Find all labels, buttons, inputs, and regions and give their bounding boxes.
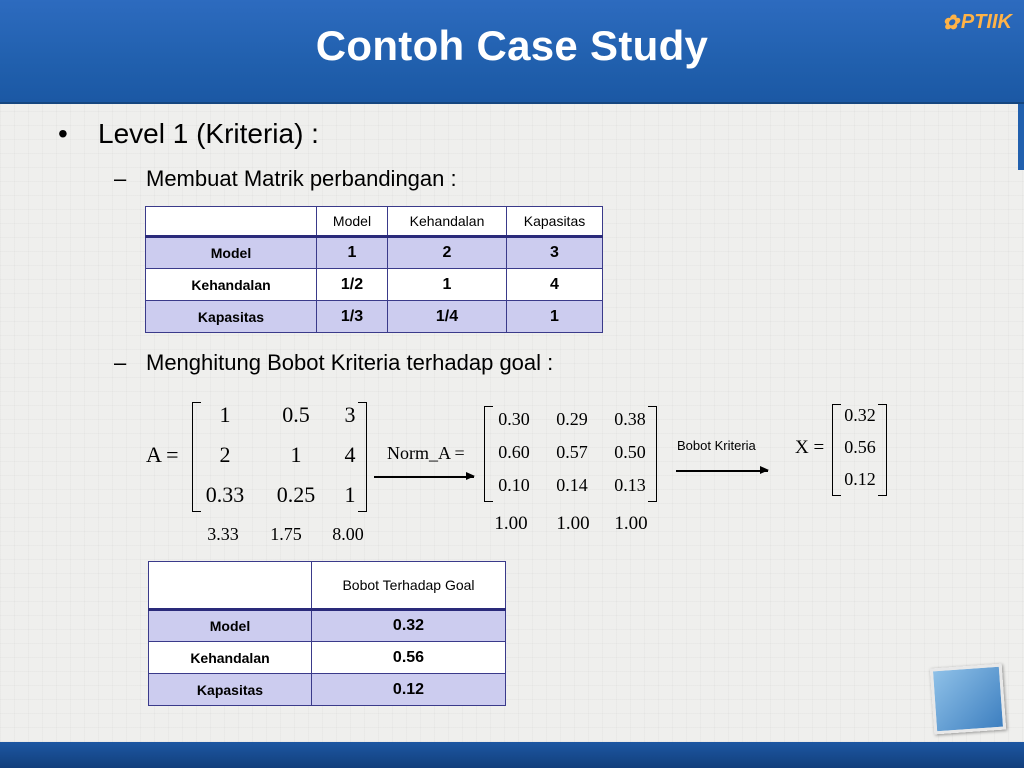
matrix-norm-cell: 0.13 <box>614 475 646 495</box>
clipart-diagram-icon <box>930 664 1006 735</box>
matrix-a-cell: 0.5 <box>282 402 310 427</box>
matrix-a-label: A = <box>146 442 179 467</box>
bullet-level1 <box>58 118 319 150</box>
matrix-norm-cell: 0.14 <box>556 475 588 495</box>
matrix-norm-cell: 0.10 <box>498 475 530 495</box>
row-header: Model <box>146 237 317 269</box>
matrix-a-cell: 4 <box>344 442 356 467</box>
logo-swirl-icon: ✿ <box>942 12 959 34</box>
table-cell: 1 <box>317 237 388 269</box>
matrix-a-column-sum: 8.00 <box>332 524 364 544</box>
matrix-norm-column-sum: 1.00 <box>614 513 648 534</box>
matrix-norm-cell: 0.29 <box>556 409 588 429</box>
table-cell: 3 <box>507 237 603 269</box>
slide-header <box>0 0 1024 104</box>
table-row <box>149 610 506 642</box>
row-header: Model <box>149 610 312 642</box>
logo-text: PTIIK <box>960 11 1012 33</box>
weight-table <box>148 561 506 706</box>
row-header: Kehandalan <box>146 269 317 301</box>
slide-title: Contoh Case Study <box>315 22 709 69</box>
table-cell: 1 <box>388 269 507 301</box>
table-cell: 1/4 <box>388 301 507 333</box>
column-header: Kehandalan <box>388 207 507 237</box>
matrix-a-column-sum: 3.33 <box>207 524 239 544</box>
arrow-to-norm <box>374 476 474 478</box>
matrix-a-cell: 2 <box>219 442 231 467</box>
table-corner-cell <box>149 562 312 610</box>
table-cell: 0.12 <box>312 674 506 706</box>
bullet-dot: • <box>58 118 68 149</box>
arrow-to-vector <box>676 470 768 472</box>
matrix-a-cell: 0.33 <box>205 482 245 507</box>
matrix-norm-column-sum: 1.00 <box>494 513 528 534</box>
matrix-norm-cell: 0.30 <box>498 409 530 429</box>
bullet-level1-text: Level 1 (Kriteria) : <box>98 118 319 149</box>
row-header: Kehandalan <box>149 642 312 674</box>
table-cell: 1 <box>507 301 603 333</box>
bullet-sub1-text: Membuat Matrik perbandingan : <box>146 166 457 191</box>
side-accent <box>1018 104 1024 170</box>
matrix-norm-cell: 0.60 <box>498 442 530 462</box>
bullet-sub2 <box>114 350 553 376</box>
column-header: Model <box>317 207 388 237</box>
bullet-sub1 <box>114 166 457 192</box>
matrix-norm-cell: 0.38 <box>614 409 646 429</box>
row-header: Kapasitas <box>146 301 317 333</box>
vector-x-cell: 0.32 <box>844 405 876 425</box>
vector-x-cell: 0.12 <box>844 469 876 489</box>
matrix-a-cell: 1 <box>219 402 231 427</box>
matrix-a-cell: 0.25 <box>276 482 316 507</box>
table-cell: 1/2 <box>317 269 388 301</box>
matrix-norm-cell: 0.50 <box>614 442 646 462</box>
comparison-table <box>145 206 603 333</box>
vector-x-cell: 0.56 <box>844 437 876 457</box>
table-row <box>149 674 506 706</box>
table-cell: 4 <box>507 269 603 301</box>
bobot-kriteria-label: Bobot Kriteria <box>677 438 756 453</box>
table-row <box>146 269 603 301</box>
matrix-a-cell: 1 <box>290 442 302 467</box>
table-row <box>149 642 506 674</box>
table-cell: 0.56 <box>312 642 506 674</box>
matrix-a-column-sum: 1.75 <box>270 524 302 544</box>
matrix-a-cell: 3 <box>344 402 356 427</box>
table-cell: 2 <box>388 237 507 269</box>
bullet-sub2-text: Menghitung Bobot Kriteria terhadap goal : <box>146 350 554 375</box>
slide-footer <box>0 742 1024 768</box>
bullet-dash: – <box>114 350 127 375</box>
matrix-norm-label: Norm_A = <box>387 443 465 463</box>
table-cell: 1/3 <box>317 301 388 333</box>
vector-x-label: X = <box>795 437 825 458</box>
matrix-a-cell: 1 <box>344 482 356 507</box>
ptiik-logo <box>942 10 1012 35</box>
table-corner-cell <box>146 207 317 237</box>
column-header: Kapasitas <box>507 207 603 237</box>
row-header: Kapasitas <box>149 674 312 706</box>
column-header: Bobot Terhadap Goal <box>312 562 506 610</box>
table-cell: 0.32 <box>312 610 506 642</box>
table-row <box>146 301 603 333</box>
matrix-norm-column-sum: 1.00 <box>556 513 590 534</box>
matrix-norm-cell: 0.57 <box>556 442 588 462</box>
table-row <box>146 237 603 269</box>
bullet-dash: – <box>114 166 127 191</box>
